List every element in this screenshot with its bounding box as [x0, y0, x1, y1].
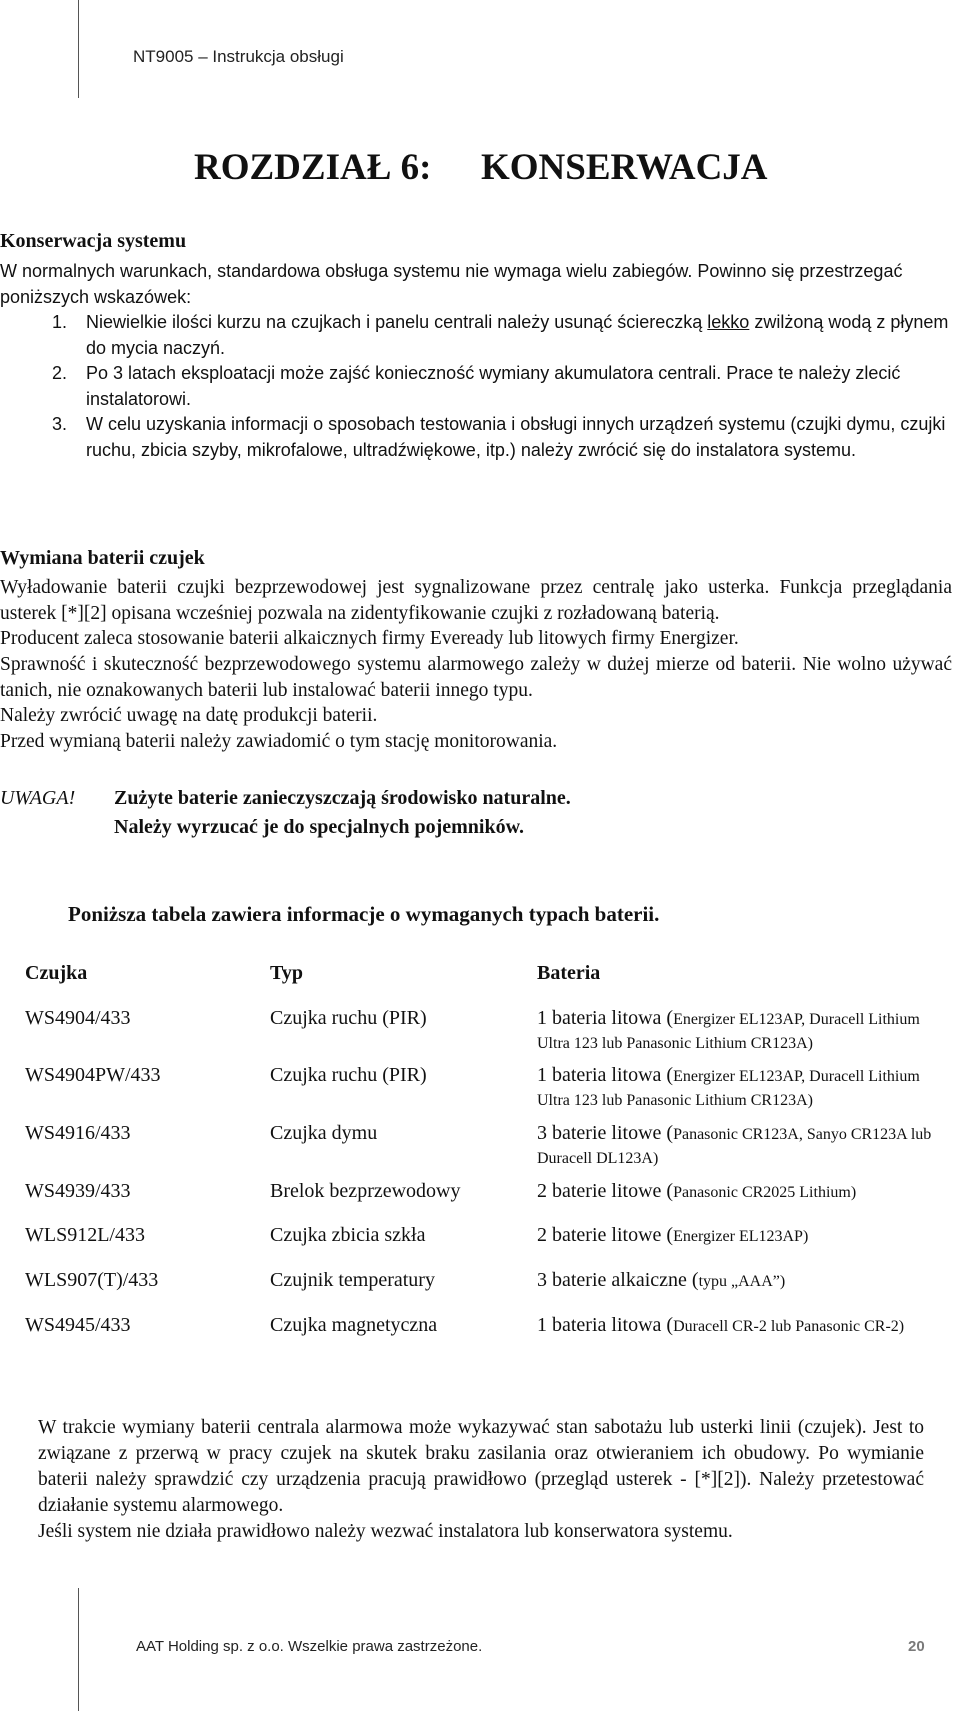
- closing-paragraph: Jeśli system nie działa prawidłowo należy wezwać instalatora lub konserwatora systemu.: [38, 1521, 733, 1542]
- warning-line: Należy wyrzucać je do specjalnych pojemników.: [114, 816, 524, 838]
- table-cell: 1 bateria litowa (Energizer EL123AP, Duracell Lithium Ultra 123 lub Panasonic Lithium CR123A): [537, 1007, 920, 1052]
- table-cell: WLS912L/433: [25, 1224, 145, 1246]
- table-cell: Czujka ruchu (PIR): [270, 1007, 427, 1029]
- closing-paragraph: W trakcie wymiany baterii centrala alarmowa może wykazywać stan sabotażu lub usterki linii (czujek). Jest to związane z przerwą w pracy czujek na skutek braku zasilania oraz otwieraniem ich obudowy. Po wymianie baterii należy sprawdzić czy urządzenia pracują prawidłowo (przegląd usterek - [*][2]). Należy przetestować działanie systemu alarmowego.: [38, 1417, 924, 1516]
- chapter-number: ROZDZIAŁ 6:: [194, 147, 432, 188]
- table-cell: WS4904/433: [25, 1007, 131, 1029]
- list-text-underlined: lekko: [707, 312, 750, 332]
- table-cell: 3 baterie litowe (Panasonic CR123A, Sanyo CR123A lub Duracell DL123A): [537, 1122, 932, 1167]
- column-header: Bateria: [537, 962, 601, 984]
- table-cell: 3 baterie alkaiczne (typu „AAA”): [537, 1269, 786, 1291]
- table-cell: Czujka zbicia szkła: [270, 1224, 426, 1246]
- list-text: Niewielkie ilości kurzu na czujkach i panelu centrali należy usunąć ściereczką: [86, 312, 708, 332]
- table-row: [25, 1122, 945, 1180]
- table-row: [25, 1269, 945, 1314]
- footer-rule: [78, 1588, 79, 1711]
- running-header: NT9005 – Instrukcja obsługi: [133, 47, 344, 66]
- table-cell: WS4939/433: [25, 1180, 131, 1202]
- warning-line: Zużyte baterie zanieczyszczają środowisko naturalne.: [114, 787, 571, 809]
- table-cell: Brelok bezprzewodowy: [270, 1180, 461, 1202]
- battery-heading: Wymiana baterii czujek: [0, 547, 205, 569]
- battery-paragraph: Wyładowanie baterii czujki bezprzewodowej jest sygnalizowane przez centralę jako usterka. Funkcja przeglądania usterek [*][2] opisana wcześniej pozwala na zidentyfikowanie czujki z rozładowaną baterią.: [0, 577, 952, 624]
- table-cell: 1 bateria litowa (Duracell CR-2 lub Panasonic CR-2): [537, 1314, 905, 1336]
- chapter-name: KONSERWACJA: [481, 147, 768, 188]
- battery-paragraph: Sprawność i skuteczność bezprzewodowego systemu alarmowego zależy w dużej mierze od baterii. Nie wolno używać tanich, nie oznakowanych baterii lub instalować baterii innego typu.: [0, 654, 952, 701]
- page-number: 20: [908, 1638, 925, 1655]
- table-cell: Czujka dymu: [270, 1122, 378, 1144]
- maintenance-heading: Konserwacja systemu: [0, 230, 187, 252]
- table-cell: Czujnik temperatury: [270, 1269, 435, 1291]
- table-row: [25, 1180, 945, 1224]
- table-cell: WLS907(T)/433: [25, 1269, 159, 1291]
- maintenance-intro: W normalnych warunkach, standardowa obsługa systemu nie wymaga wielu zabiegów. Powinno się przestrzegać poniższych wskazówek:: [0, 261, 903, 307]
- table-cell: Czujka magnetyczna: [270, 1314, 438, 1336]
- battery-paragraph: Przed wymianą baterii należy zawiadomić o tym stację monitorowania.: [0, 731, 558, 752]
- list-text: W celu uzyskania informacji o sposobach testowania i obsługi innych urządzeń systemu (czujki dymu, czujki ruchu, zbicia szyby, mikrofalowe, ultradźwiękowe, itp.) należy zwrócić się do instalatora systemu.: [86, 414, 946, 460]
- list-number: 1.: [52, 312, 68, 332]
- table-row: [25, 1224, 945, 1269]
- table-cell: WS4945/433: [25, 1314, 131, 1336]
- column-header: Czujka: [25, 962, 88, 984]
- list-item: [52, 310, 952, 361]
- list-text: zwilżoną wodą z płynem do mycia naczyń.: [86, 312, 949, 358]
- list-number: 2.: [52, 363, 68, 383]
- table-row: [25, 1007, 945, 1064]
- list-number: 3.: [52, 414, 68, 434]
- table-cell: 2 baterie litowe (Energizer EL123AP): [537, 1224, 809, 1246]
- list-text: Po 3 latach eksploatacji może zajść konieczność wymiany akumulatora centrali. Prace te należy zlecić instalatorowi.: [86, 363, 901, 409]
- list-item: [52, 412, 952, 463]
- table-header-row: [25, 962, 945, 1007]
- table-intro: Poniższa tabela zawiera informacje o wymaganych typach baterii.: [68, 902, 660, 926]
- table-cell: WS4916/433: [25, 1122, 131, 1144]
- battery-table: [25, 962, 945, 1362]
- maintenance-list: [52, 310, 952, 463]
- table-cell: 2 baterie litowe (Panasonic CR2025 Lithium): [537, 1180, 857, 1202]
- table-row: [25, 1064, 945, 1122]
- footer-company: AAT Holding sp. z o.o. Wszelkie prawa zastrzeżone.: [136, 1638, 483, 1655]
- header-rule: [78, 0, 79, 98]
- warning-label: UWAGA!: [0, 787, 76, 809]
- column-header: Typ: [270, 962, 303, 984]
- battery-paragraph: Należy zwrócić uwagę na datę produkcji baterii.: [0, 705, 378, 726]
- battery-paragraph: Producent zaleca stosowanie baterii alkaicznych firmy Eveready lub litowych firmy Energizer.: [0, 628, 739, 649]
- table-cell: 1 bateria litowa (Energizer EL123AP, Duracell Lithium Ultra 123 lub Panasonic Lithium CR123A): [537, 1064, 920, 1109]
- table-row: [25, 1314, 945, 1362]
- table-cell: Czujka ruchu (PIR): [270, 1064, 427, 1086]
- table-cell: WS4904PW/433: [25, 1064, 161, 1086]
- closing-section: [38, 1415, 924, 1545]
- list-item: [52, 361, 952, 412]
